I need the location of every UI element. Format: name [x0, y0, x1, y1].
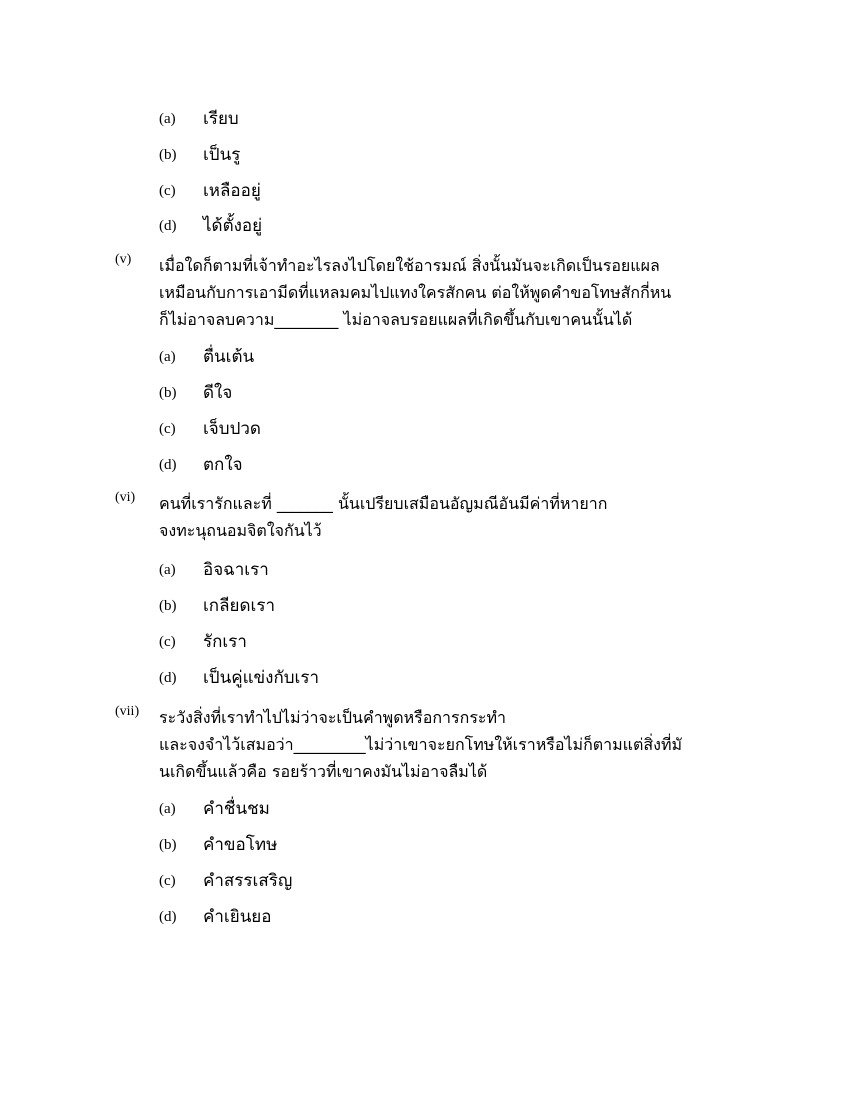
option-a[interactable] — [159, 105, 759, 135]
option-text: ดีใจ — [203, 383, 233, 403]
option-text: เป็นคู่แข่งกับเรา — [203, 668, 320, 688]
option-text: ได้ตั้งอยู่ — [203, 216, 263, 236]
option-c[interactable] — [159, 628, 759, 658]
option-a[interactable] — [159, 556, 759, 586]
question-number: (vii) — [115, 704, 140, 719]
option-text: อิจฉาเรา — [203, 560, 269, 580]
question-line: คนที่เรารักและที่ _______ นั้นเปรียบเสมือนอัญมณีอันมีค่าที่หายาก — [159, 494, 608, 513]
question-line: ระวังสิ่งที่เราทำไปไม่ว่าจะเป็นคำพูดหรือการกระทำ — [159, 708, 507, 727]
option-b[interactable] — [159, 831, 759, 861]
option-label: (d) — [159, 457, 177, 473]
option-c[interactable] — [159, 177, 759, 207]
question-line: นเกิดขึ้นแล้วคือ รอยร้าวที่เขาคงมันไม่อาจลืมได้ — [159, 762, 488, 781]
question-line: และจงจำไว้เสมอว่า_________ไม่ว่าเขาจะยกโทษให้เราหรือไม่ก็ตามแต่สิ่งที่มั — [159, 735, 683, 754]
option-label: (a) — [159, 801, 176, 817]
option-text: คำขอโทษ — [203, 835, 278, 855]
question-line: เมื่อใดก็ตามที่เจ้าทำอะไรลงไปโดยใช้อารมณ์ สิ่งนั้นมันจะเกิดเป็นรอยแผล — [159, 256, 660, 275]
option-label: (c) — [159, 634, 176, 650]
option-b[interactable] — [159, 141, 759, 171]
option-text: เป็นรู — [203, 145, 241, 165]
question-text — [159, 490, 719, 544]
option-label: (d) — [159, 218, 177, 234]
option-label: (a) — [159, 111, 176, 127]
question-line: เหมือนกับการเอามีดที่แหลมคมไปแทงใครสักคน ต่อให้พูดคำขอโทษสักกี่หน — [159, 283, 672, 302]
option-text: คำสรรเสริญ — [203, 871, 293, 891]
option-label: (b) — [159, 598, 177, 614]
question-text — [159, 252, 719, 333]
option-c[interactable] — [159, 415, 759, 445]
question-line: ก็ไม่อาจลบความ________ ไม่อาจลบรอยแผลที่เกิดขึ้นกับเขาคนนั้นได้ — [159, 310, 633, 329]
option-a[interactable] — [159, 795, 759, 825]
option-text: รักเรา — [203, 632, 247, 652]
option-b[interactable] — [159, 379, 759, 409]
option-d[interactable] — [159, 451, 759, 481]
option-label: (b) — [159, 385, 177, 401]
question-text — [159, 704, 719, 785]
option-d[interactable] — [159, 664, 759, 694]
option-text: คำชื่นชม — [203, 799, 270, 819]
option-text: เจ็บปวด — [203, 419, 261, 439]
option-text: คำเยินยอ — [203, 907, 272, 927]
option-text: เรียบ — [203, 109, 239, 129]
option-a[interactable] — [159, 343, 759, 373]
option-label: (c) — [159, 183, 176, 199]
question-number: (v) — [115, 252, 132, 267]
option-label: (b) — [159, 147, 177, 163]
option-label: (d) — [159, 670, 177, 686]
option-label: (a) — [159, 562, 176, 578]
option-text: ตื่นเต้น — [203, 347, 255, 367]
question-line: จงทะนุถนอมจิตใจกันไว้ — [159, 521, 322, 540]
option-d[interactable] — [159, 212, 759, 242]
question-number: (vi) — [115, 490, 136, 505]
option-label: (d) — [159, 909, 177, 925]
option-label: (b) — [159, 837, 177, 853]
option-label: (c) — [159, 873, 176, 889]
option-text: เหลืออยู่ — [203, 181, 261, 201]
option-text: ตกใจ — [203, 455, 243, 475]
option-c[interactable] — [159, 867, 759, 897]
option-text: เกลียดเรา — [203, 596, 276, 616]
option-label: (a) — [159, 349, 176, 365]
option-label: (c) — [159, 421, 176, 437]
option-b[interactable] — [159, 592, 759, 622]
option-d[interactable] — [159, 903, 759, 933]
